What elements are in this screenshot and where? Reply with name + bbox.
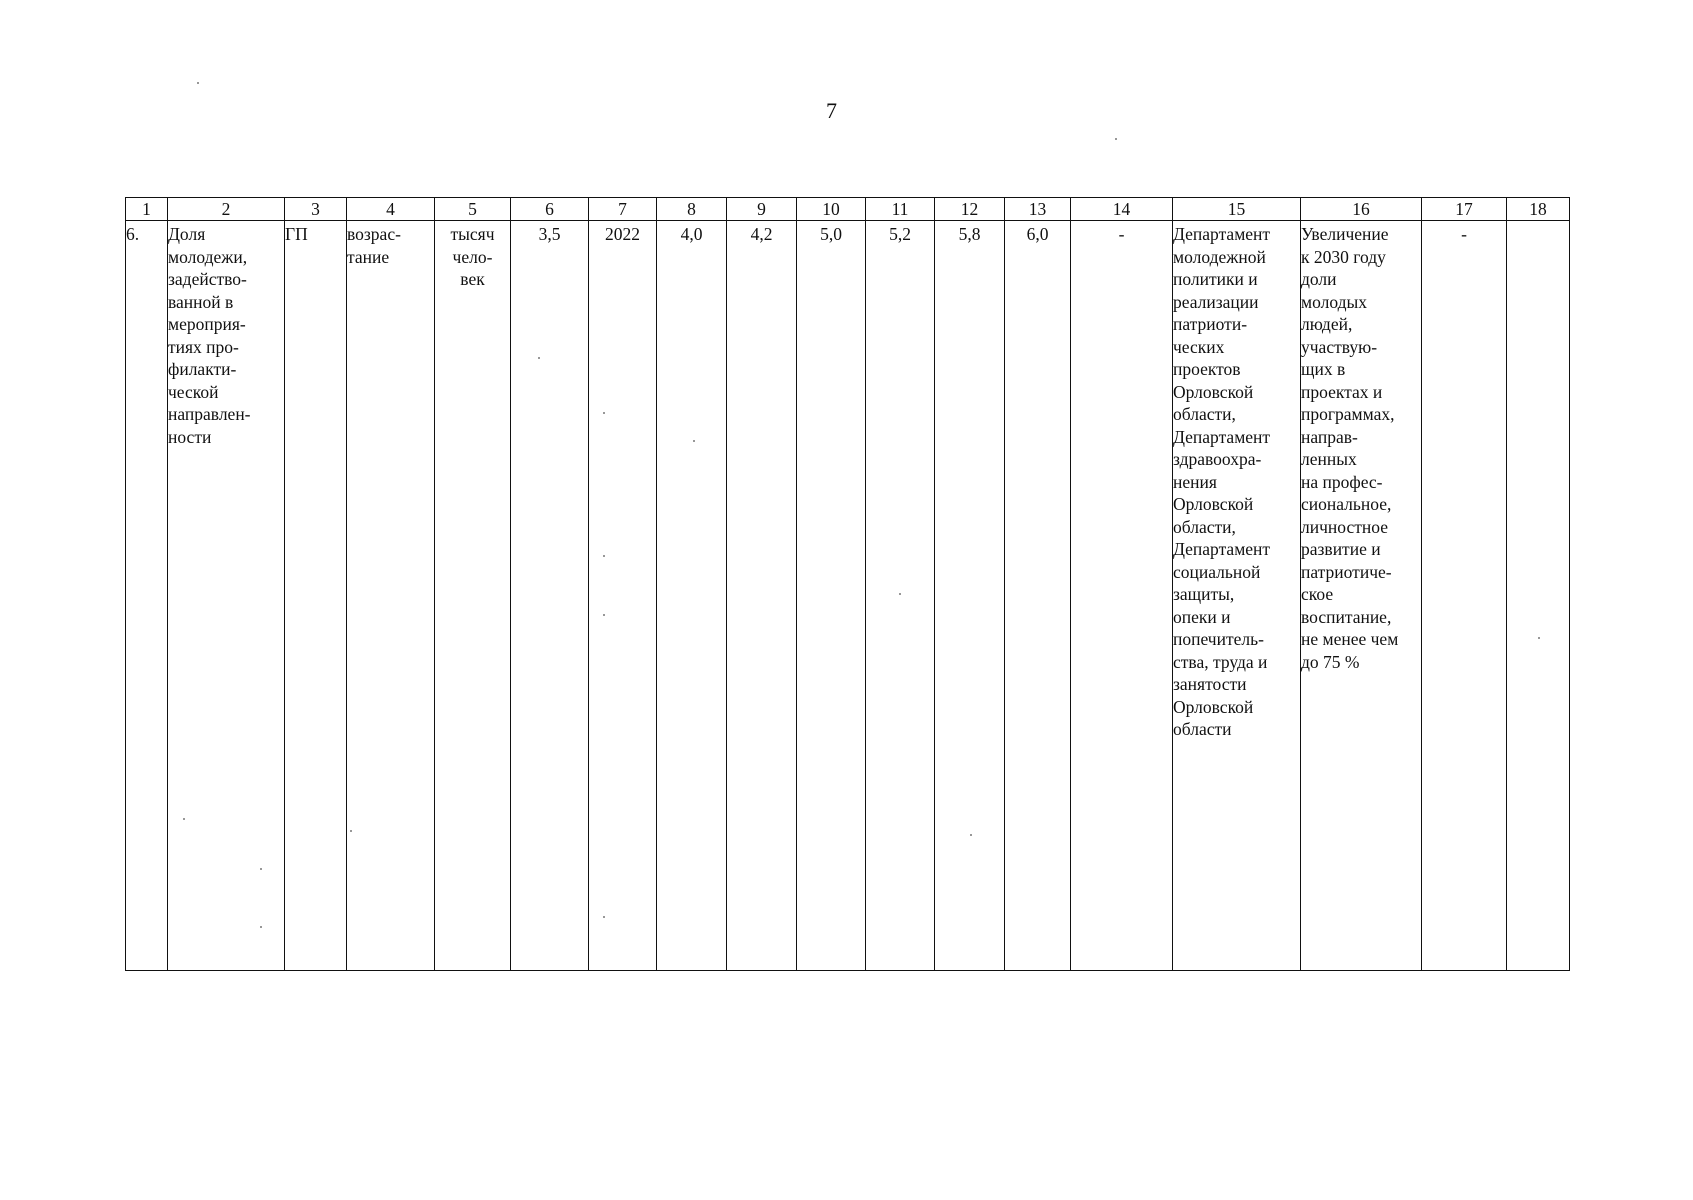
page-number: 7 bbox=[826, 98, 837, 123]
table-row bbox=[126, 221, 1570, 971]
value-col-10: 5,0 bbox=[797, 221, 866, 971]
value-col-8: 4,0 bbox=[657, 221, 727, 971]
value-col-13: 6,0 bbox=[1005, 221, 1071, 971]
scan-speck bbox=[197, 82, 199, 84]
column-header-4: 4 bbox=[347, 198, 435, 221]
column-header-9: 9 bbox=[727, 198, 797, 221]
indicator-unit: тысяч чело- век bbox=[435, 221, 511, 971]
column-header-13: 13 bbox=[1005, 198, 1071, 221]
value-col-11: 5,2 bbox=[866, 221, 935, 971]
column-header-11: 11 bbox=[866, 198, 935, 221]
responsible-departments: Департамент молодежной политики и реализации патриоти- ческих проектов Орловской области, Департамент здравоохра- нения Орловской области, Департамент социальной защиты, опеки и попечитель- ства, труда и занятости Орловской области bbox=[1173, 221, 1301, 971]
column-header-15: 15 bbox=[1173, 198, 1301, 221]
value-col-12: 5,8 bbox=[935, 221, 1005, 971]
header-row bbox=[126, 198, 1570, 221]
row-number: 6. bbox=[126, 221, 168, 971]
column-header-12: 12 bbox=[935, 198, 1005, 221]
base-value: 3,5 bbox=[511, 221, 589, 971]
column-header-10: 10 bbox=[797, 198, 866, 221]
column-header-3: 3 bbox=[285, 198, 347, 221]
column-header-14: 14 bbox=[1071, 198, 1173, 221]
value-col-17: - bbox=[1422, 221, 1507, 971]
indicator-table bbox=[125, 197, 1570, 971]
indicator-type: ГП bbox=[285, 221, 347, 971]
column-header-7: 7 bbox=[589, 198, 657, 221]
column-header-17: 17 bbox=[1422, 198, 1507, 221]
value-col-9: 4,2 bbox=[727, 221, 797, 971]
column-header-16: 16 bbox=[1301, 198, 1422, 221]
scan-speck bbox=[1115, 138, 1117, 140]
column-header-1: 1 bbox=[126, 198, 168, 221]
indicator-name: Доля молодежи, задейство- ванной в мероприя- тиях про- филакти- ческой направлен- ности bbox=[168, 221, 285, 971]
value-col-14: - bbox=[1071, 221, 1173, 971]
expected-result: Увеличение к 2030 году доли молодых людей, участвую- щих в проектах и программах, направ- ленных на профес- сиональное, личностное развитие и патриотиче- ское воспитание, не менее чем до 75 % bbox=[1301, 221, 1422, 971]
column-header-18: 18 bbox=[1507, 198, 1570, 221]
column-header-6: 6 bbox=[511, 198, 589, 221]
column-header-2: 2 bbox=[168, 198, 285, 221]
value-col-18 bbox=[1507, 221, 1570, 971]
column-header-8: 8 bbox=[657, 198, 727, 221]
indicator-trend: возрас- тание bbox=[347, 221, 435, 971]
base-year: 2022 bbox=[589, 221, 657, 971]
column-header-5: 5 bbox=[435, 198, 511, 221]
